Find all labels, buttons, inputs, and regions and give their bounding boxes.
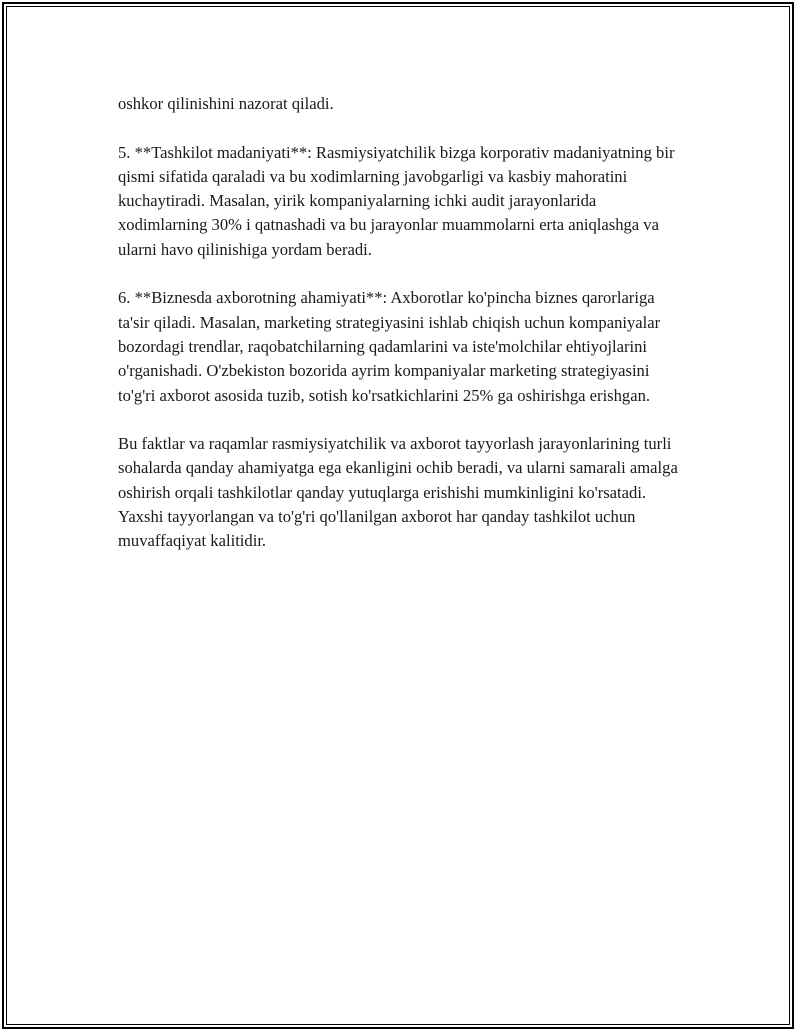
paragraph-conclusion: Bu faktlar va raqamlar rasmiysiyatchilik va axborot tayyorlash jarayonlarining turli sohalarda qanday ahamiyatga ega ekanligini ochib beradi, va ularni samarali amalga oshirish orqali tashkilotlar qanday yutuqlarga erishishi mumkinligini ko'rsatadi. Yaxshi tayyorlangan va to'g'ri qo'llanilgan axborot har qanday tashkilot uchun muvaffaqiyat kalitidir. bbox=[118, 434, 678, 551]
paragraph-tashkilot-madaniyati: 5. **Tashkilot madaniyati**: Rasmiysiyatchilik bizga korporativ madaniyatning bir qismi sifatida qaraladi va bu xodimlarning javobgarligi va kasbiy mahoratini kuchaytiradi. Masalan, yirik kompaniyalarning ichki audit jarayonlarida xodimlarning 30% i qatnashadi va bu jarayonlar muammolarni erta aniqlashga va ularni havo qilinishiga yordam beradi. bbox=[118, 142, 675, 259]
document-body bbox=[118, 92, 688, 578]
paragraph-biznesda-axborot: 6. **Biznesda axborotning ahamiyati**: Axborotlar ko'pincha biznes qarorlariga ta'sir qiladi. Masalan, marketing strategiyasini ishlab chiqish uchun kompaniyalar bozordagi trendlar, raqobatchilarning qadamlarini va iste'molchilar ehtiyojlarini o'rganishadi. O'zbekiston bozorida ayrim kompaniyalar marketing strategiyasini to'g'ri axborot asosida tuzib, sotish ko'rsatkichlarini 25% ga oshirishga erishgan. bbox=[118, 288, 661, 405]
paragraph-continuation: oshkor qilinishini nazorat qiladi. bbox=[118, 94, 334, 113]
